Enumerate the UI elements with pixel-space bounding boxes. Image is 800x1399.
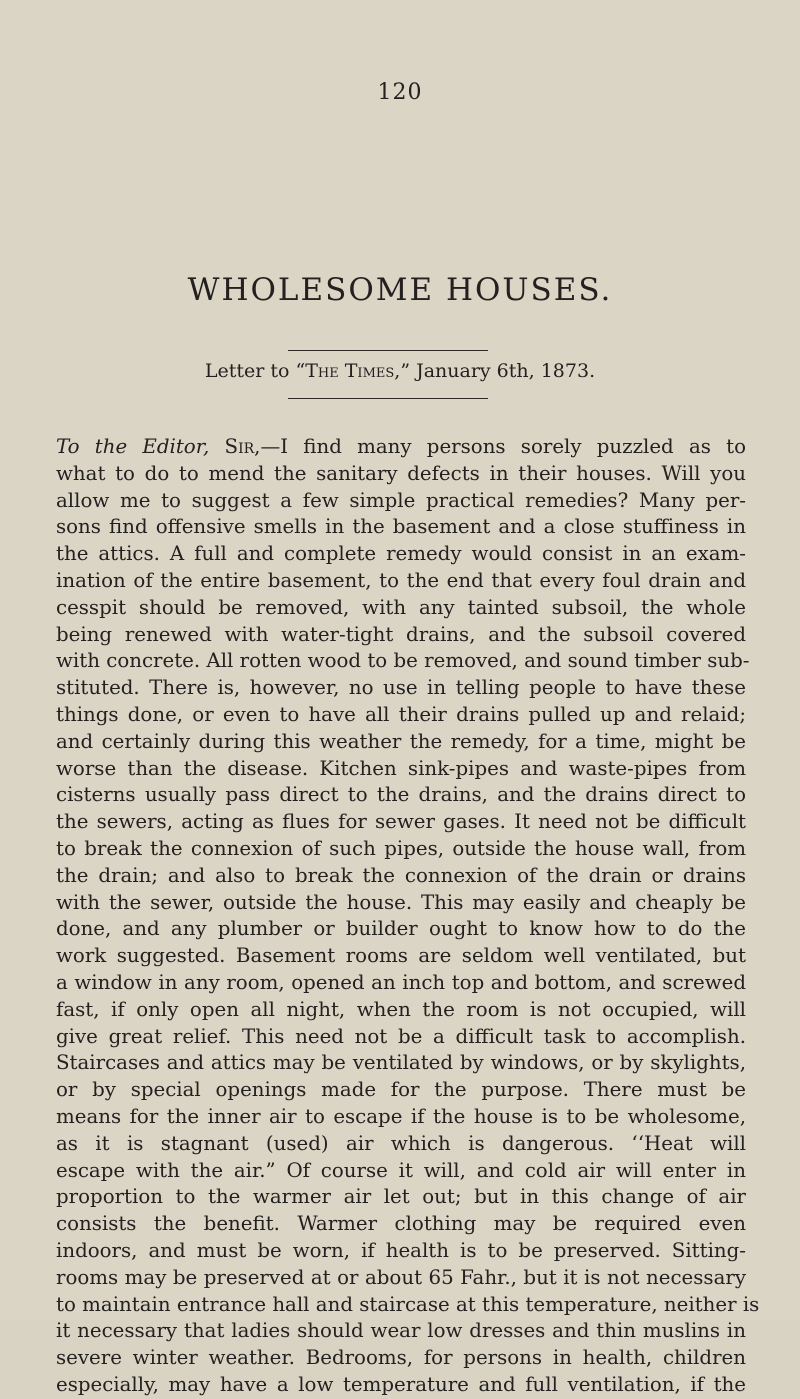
body-line: done, and any plumber or builder ought to know how to do the bbox=[56, 917, 746, 941]
body-line: escape with the air.” Of course it will, and cold air will enter in bbox=[56, 1158, 746, 1182]
body-line: or by special openings made for the purpose. There must be bbox=[56, 1078, 746, 1102]
body-line: what to do to mend the sanitary defects in their houses. Will you bbox=[56, 461, 746, 485]
body-line: allow me to suggest a few simple practical remedies? Many per- bbox=[56, 488, 746, 512]
body-line: proportion to the warmer air let out; but in this change of air bbox=[56, 1185, 746, 1209]
salutation: To the Editor, bbox=[56, 435, 210, 458]
body-line: and certainly during this weather the remedy, for a time, might be bbox=[56, 729, 746, 753]
subtitle-publication: The Times bbox=[305, 360, 395, 382]
letter-body bbox=[56, 434, 760, 1399]
page-number: 120 bbox=[377, 80, 423, 105]
body-line: severe winter weather. Bedrooms, for persons in health, children bbox=[56, 1346, 746, 1370]
body-line: with concrete. All rotten wood to be removed, and sound timber sub- bbox=[56, 649, 750, 673]
body-line: means for the inner air to escape if the house is to be wholesome, bbox=[56, 1104, 746, 1128]
opening-line bbox=[56, 434, 746, 461]
body-line: the drain; and also to break the connexion of the drain or drains bbox=[56, 863, 746, 887]
body-line: cesspit should be removed, with any tainted subsoil, the whole bbox=[56, 595, 746, 619]
body-line: the attics. A full and complete remedy would consist in an exam- bbox=[56, 542, 746, 566]
body-line: Staircases and attics may be ventilated by windows, or by skylights, bbox=[56, 1051, 746, 1075]
subtitle bbox=[0, 360, 800, 382]
body-line: stituted. There is, however, no use in telling people to have these bbox=[56, 676, 746, 700]
body-line: things done, or even to have all their drains pulled up and relaid; bbox=[56, 702, 746, 726]
body-line: fast, if only open all night, when the room is not occupied, will bbox=[56, 997, 746, 1021]
bottom-rule bbox=[288, 398, 488, 399]
subtitle-suffix: ,” January 6th, 1873. bbox=[394, 360, 596, 382]
body-line: being renewed with water-tight drains, and the subsoil covered bbox=[56, 622, 746, 646]
body-line: the sewers, acting as flues for sewer gases. It need not be difficult bbox=[56, 810, 746, 834]
sir-word: Sir bbox=[224, 435, 255, 458]
body-line: give great relief. This need not be a difficult task to accomplish. bbox=[56, 1024, 746, 1048]
body-lines bbox=[56, 461, 760, 1399]
body-line: rooms may be preserved at or about 65 Fahr., but it is not necessary bbox=[56, 1265, 746, 1289]
subtitle-prefix: Letter to “ bbox=[204, 360, 306, 382]
body-line: it necessary that ladies should wear low dresses and thin muslins in bbox=[56, 1319, 746, 1343]
body-line: ination of the entire basement, to the end that every foul drain and bbox=[56, 568, 746, 592]
body-line: as it is stagnant (used) air which is dangerous. ‘‘Heat will bbox=[56, 1131, 746, 1155]
top-rule bbox=[288, 350, 488, 351]
body-line: sons find offensive smells in the basement and a close stuffiness in bbox=[56, 515, 746, 539]
body-line: to break the connexion of such pipes, outside the house wall, from bbox=[56, 836, 746, 860]
opening-text: ,—I find many persons sorely puzzled as to bbox=[254, 435, 746, 458]
body-line: indoors, and must be worn, if health is to be preserved. Sitting- bbox=[56, 1238, 746, 1262]
body-line: especially, may have a low temperature and full ventilation, if the bbox=[56, 1372, 746, 1396]
body-line: cisterns usually pass direct to the drains, and the drains direct to bbox=[56, 783, 746, 807]
page-title: WHOLESOME HOUSES. bbox=[187, 272, 613, 308]
body-line: to maintain entrance hall and staircase at this temperature, neither is bbox=[56, 1292, 760, 1316]
body-line: consists the benefit. Warmer clothing may be required even bbox=[56, 1212, 746, 1236]
body-line: a window in any room, opened an inch top and bottom, and screwed bbox=[56, 970, 746, 994]
body-line: worse than the disease. Kitchen sink-pipes and waste-pipes from bbox=[56, 756, 746, 780]
body-line: work suggested. Basement rooms are seldom well ventilated, but bbox=[56, 944, 746, 968]
body-line: with the sewer, outside the house. This may easily and cheaply be bbox=[56, 890, 746, 914]
